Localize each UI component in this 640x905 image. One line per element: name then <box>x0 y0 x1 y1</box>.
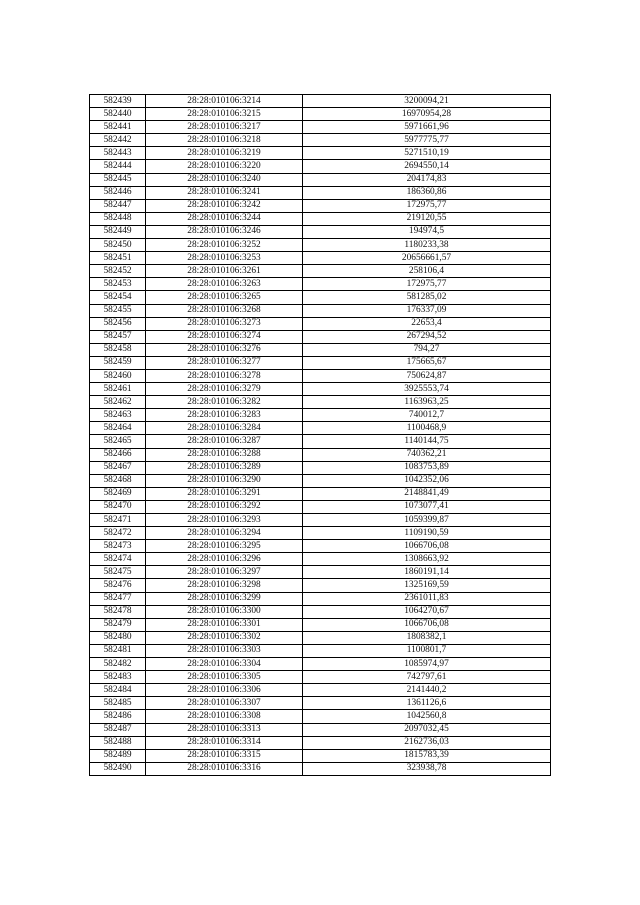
cadastral-value-cell: 1042560,8 <box>303 710 551 723</box>
table-row <box>90 108 551 121</box>
table-row <box>90 239 551 252</box>
row-number-cell: 582446 <box>90 186 146 199</box>
cadastral-value-cell: 258106,4 <box>303 265 551 278</box>
table-row <box>90 291 551 304</box>
row-number-cell: 582473 <box>90 540 146 553</box>
row-number-cell: 582488 <box>90 736 146 749</box>
row-number-cell: 582472 <box>90 527 146 540</box>
table-row <box>90 553 551 566</box>
table-row <box>90 252 551 265</box>
row-number-cell: 582444 <box>90 160 146 173</box>
row-number-cell: 582480 <box>90 631 146 644</box>
cadastral-number-cell: 28:28:010106:3316 <box>146 762 303 775</box>
cadastral-value-cell: 1085974,97 <box>303 658 551 671</box>
cadastral-number-cell: 28:28:010106:3307 <box>146 697 303 710</box>
table-row <box>90 369 551 382</box>
row-number-cell: 582476 <box>90 579 146 592</box>
cadastral-value-cell: 3925553,74 <box>303 383 551 396</box>
cadastral-number-cell: 28:28:010106:3268 <box>146 304 303 317</box>
cadastral-number-cell: 28:28:010106:3305 <box>146 671 303 684</box>
cadastral-number-cell: 28:28:010106:3302 <box>146 631 303 644</box>
cadastral-value-cell: 1180233,38 <box>303 239 551 252</box>
cadastral-value-cell: 1042352,06 <box>303 474 551 487</box>
row-number-cell: 582477 <box>90 592 146 605</box>
cadastral-number-cell: 28:28:010106:3244 <box>146 212 303 225</box>
row-number-cell: 582462 <box>90 396 146 409</box>
row-number-cell: 582487 <box>90 723 146 736</box>
cadastral-value-cell: 581285,02 <box>303 291 551 304</box>
cadastral-number-cell: 28:28:010106:3314 <box>146 736 303 749</box>
table-row <box>90 383 551 396</box>
cadastral-number-cell: 28:28:010106:3277 <box>146 356 303 369</box>
cadastral-number-cell: 28:28:010106:3284 <box>146 422 303 435</box>
row-number-cell: 582483 <box>90 671 146 684</box>
row-number-cell: 582451 <box>90 252 146 265</box>
cadastral-number-cell: 28:28:010106:3313 <box>146 723 303 736</box>
row-number-cell: 582469 <box>90 487 146 500</box>
cadastral-value-cell: 172975,77 <box>303 199 551 212</box>
row-number-cell: 582449 <box>90 225 146 238</box>
cadastral-number-cell: 28:28:010106:3219 <box>146 147 303 160</box>
cadastral-number-cell: 28:28:010106:3299 <box>146 592 303 605</box>
cadastral-number-cell: 28:28:010106:3295 <box>146 540 303 553</box>
row-number-cell: 582482 <box>90 658 146 671</box>
cadastral-number-cell: 28:28:010106:3287 <box>146 435 303 448</box>
cadastral-number-cell: 28:28:010106:3273 <box>146 317 303 330</box>
cadastral-number-cell: 28:28:010106:3296 <box>146 553 303 566</box>
table-row <box>90 186 551 199</box>
cadastral-number-cell: 28:28:010106:3278 <box>146 369 303 382</box>
table-row <box>90 461 551 474</box>
table-row <box>90 95 551 108</box>
cadastral-number-cell: 28:28:010106:3253 <box>146 252 303 265</box>
row-number-cell: 582475 <box>90 566 146 579</box>
table-row <box>90 343 551 356</box>
table-row <box>90 304 551 317</box>
row-number-cell: 582474 <box>90 553 146 566</box>
cadastral-number-cell: 28:28:010106:3274 <box>146 330 303 343</box>
row-number-cell: 582481 <box>90 644 146 657</box>
cadastral-number-cell: 28:28:010106:3288 <box>146 448 303 461</box>
cadastral-value-cell: 194974,5 <box>303 225 551 238</box>
table-row <box>90 173 551 186</box>
cadastral-number-cell: 28:28:010106:3306 <box>146 684 303 697</box>
row-number-cell: 582461 <box>90 383 146 396</box>
cadastral-value-cell: 2097032,45 <box>303 723 551 736</box>
row-number-cell: 582489 <box>90 749 146 762</box>
cadastral-number-cell: 28:28:010106:3283 <box>146 409 303 422</box>
row-number-cell: 582458 <box>90 343 146 356</box>
row-number-cell: 582452 <box>90 265 146 278</box>
row-number-cell: 582442 <box>90 134 146 147</box>
row-number-cell: 582447 <box>90 199 146 212</box>
cadastral-value-cell: 1361126,6 <box>303 697 551 710</box>
row-number-cell: 582448 <box>90 212 146 225</box>
cadastral-number-cell: 28:28:010106:3301 <box>146 618 303 631</box>
row-number-cell: 582468 <box>90 474 146 487</box>
table-row <box>90 736 551 749</box>
cadastral-value-cell: 2141440,2 <box>303 684 551 697</box>
cadastral-number-cell: 28:28:010106:3220 <box>146 160 303 173</box>
cadastral-value-cell: 176337,09 <box>303 304 551 317</box>
cadastral-number-cell: 28:28:010106:3282 <box>146 396 303 409</box>
cadastral-value-cell: 1815783,39 <box>303 749 551 762</box>
row-number-cell: 582439 <box>90 95 146 108</box>
row-number-cell: 582484 <box>90 684 146 697</box>
row-number-cell: 582466 <box>90 448 146 461</box>
cadastral-value-cell: 323938,78 <box>303 762 551 775</box>
table-row <box>90 121 551 134</box>
cadastral-number-cell: 28:28:010106:3261 <box>146 265 303 278</box>
table-row <box>90 317 551 330</box>
cadastral-value-cell: 22653,4 <box>303 317 551 330</box>
cadastral-number-cell: 28:28:010106:3252 <box>146 239 303 252</box>
cadastral-number-cell: 28:28:010106:3240 <box>146 173 303 186</box>
row-number-cell: 582470 <box>90 500 146 513</box>
cadastral-value-cell: 740362,21 <box>303 448 551 461</box>
cadastral-number-cell: 28:28:010106:3246 <box>146 225 303 238</box>
cadastral-value-cell: 1109190,59 <box>303 527 551 540</box>
table-row <box>90 514 551 527</box>
cadastral-value-cell: 2361011,83 <box>303 592 551 605</box>
cadastral-number-cell: 28:28:010106:3218 <box>146 134 303 147</box>
cadastral-value-cell: 1073077,41 <box>303 500 551 513</box>
row-number-cell: 582486 <box>90 710 146 723</box>
cadastral-value-cell: 5977775,77 <box>303 134 551 147</box>
row-number-cell: 582459 <box>90 356 146 369</box>
cadastral-value-cell: 1808382,1 <box>303 631 551 644</box>
row-number-cell: 582463 <box>90 409 146 422</box>
cadastral-value-cell: 750624,87 <box>303 369 551 382</box>
cadastral-number-cell: 28:28:010106:3290 <box>146 474 303 487</box>
table-row <box>90 448 551 461</box>
table-row <box>90 592 551 605</box>
cadastral-number-cell: 28:28:010106:3315 <box>146 749 303 762</box>
row-number-cell: 582478 <box>90 605 146 618</box>
cadastral-number-cell: 28:28:010106:3294 <box>146 527 303 540</box>
table-row <box>90 697 551 710</box>
table-row <box>90 644 551 657</box>
row-number-cell: 582454 <box>90 291 146 304</box>
table-row <box>90 396 551 409</box>
table-row <box>90 212 551 225</box>
cadastral-number-cell: 28:28:010106:3265 <box>146 291 303 304</box>
table-row <box>90 762 551 775</box>
cadastral-number-cell: 28:28:010106:3304 <box>146 658 303 671</box>
table-row <box>90 527 551 540</box>
cadastral-number-cell: 28:28:010106:3292 <box>146 500 303 513</box>
row-number-cell: 582441 <box>90 121 146 134</box>
cadastral-value-cell: 1325169,59 <box>303 579 551 592</box>
cadastral-value-cell: 2162736,03 <box>303 736 551 749</box>
cadastral-number-cell: 28:28:010106:3276 <box>146 343 303 356</box>
cadastral-value-cell: 2694550,14 <box>303 160 551 173</box>
row-number-cell: 582453 <box>90 278 146 291</box>
table-row <box>90 723 551 736</box>
table-row <box>90 435 551 448</box>
cadastral-value-cell: 204174,83 <box>303 173 551 186</box>
cadastral-value-cell: 219120,55 <box>303 212 551 225</box>
table-row <box>90 199 551 212</box>
cadastral-number-cell: 28:28:010106:3263 <box>146 278 303 291</box>
row-number-cell: 582485 <box>90 697 146 710</box>
row-number-cell: 582450 <box>90 239 146 252</box>
table-body <box>90 95 551 776</box>
table-row <box>90 540 551 553</box>
cadastral-value-cell: 267294,52 <box>303 330 551 343</box>
table-row <box>90 618 551 631</box>
table-row <box>90 147 551 160</box>
cadastral-value-cell: 2148841,49 <box>303 487 551 500</box>
table-row <box>90 330 551 343</box>
cadastral-value-cell: 5271510,19 <box>303 147 551 160</box>
cadastral-value-cell: 1100468,9 <box>303 422 551 435</box>
cadastral-value-cell: 794,27 <box>303 343 551 356</box>
cadastral-number-cell: 28:28:010106:3293 <box>146 514 303 527</box>
row-number-cell: 582456 <box>90 317 146 330</box>
cadastral-value-cell: 1860191,14 <box>303 566 551 579</box>
cadastral-number-cell: 28:28:010106:3308 <box>146 710 303 723</box>
table-row <box>90 474 551 487</box>
cadastral-number-cell: 28:28:010106:3279 <box>146 383 303 396</box>
cadastral-value-cell: 1059399,87 <box>303 514 551 527</box>
cadastral-value-cell: 740012,7 <box>303 409 551 422</box>
row-number-cell: 582460 <box>90 369 146 382</box>
row-number-cell: 582490 <box>90 762 146 775</box>
row-number-cell: 582465 <box>90 435 146 448</box>
table-row <box>90 710 551 723</box>
cadastral-value-cell: 20656661,57 <box>303 252 551 265</box>
table-row <box>90 409 551 422</box>
cadastral-number-cell: 28:28:010106:3242 <box>146 199 303 212</box>
cadastral-number-cell: 28:28:010106:3215 <box>146 108 303 121</box>
table-row <box>90 225 551 238</box>
cadastral-value-cell: 1066706,08 <box>303 540 551 553</box>
row-number-cell: 582455 <box>90 304 146 317</box>
cadastral-value-cell: 3200094,21 <box>303 95 551 108</box>
row-number-cell: 582464 <box>90 422 146 435</box>
cadastral-value-cell: 5971661,96 <box>303 121 551 134</box>
table-row <box>90 605 551 618</box>
table-row <box>90 749 551 762</box>
cadastral-number-cell: 28:28:010106:3303 <box>146 644 303 657</box>
cadastral-number-cell: 28:28:010106:3289 <box>146 461 303 474</box>
table-row <box>90 684 551 697</box>
cadastral-value-cell: 16970954,28 <box>303 108 551 121</box>
cadastral-number-cell: 28:28:010106:3297 <box>146 566 303 579</box>
cadastral-value-cell: 1308663,92 <box>303 553 551 566</box>
row-number-cell: 582471 <box>90 514 146 527</box>
table-row <box>90 487 551 500</box>
row-number-cell: 582479 <box>90 618 146 631</box>
cadastral-value-table <box>89 94 551 776</box>
table-row <box>90 566 551 579</box>
row-number-cell: 582440 <box>90 108 146 121</box>
cadastral-number-cell: 28:28:010106:3298 <box>146 579 303 592</box>
row-number-cell: 582467 <box>90 461 146 474</box>
table-row <box>90 500 551 513</box>
cadastral-value-cell: 1140144,75 <box>303 435 551 448</box>
cadastral-value-cell: 175665,67 <box>303 356 551 369</box>
table-row <box>90 422 551 435</box>
cadastral-value-cell: 1066706,08 <box>303 618 551 631</box>
table-row <box>90 265 551 278</box>
table-row <box>90 579 551 592</box>
table-row <box>90 356 551 369</box>
cadastral-value-cell: 1100801,7 <box>303 644 551 657</box>
cadastral-number-cell: 28:28:010106:3214 <box>146 95 303 108</box>
cadastral-number-cell: 28:28:010106:3300 <box>146 605 303 618</box>
table-row <box>90 631 551 644</box>
cadastral-value-cell: 172975,77 <box>303 278 551 291</box>
cadastral-value-cell: 1083753,89 <box>303 461 551 474</box>
cadastral-value-cell: 742797,61 <box>303 671 551 684</box>
cadastral-number-cell: 28:28:010106:3241 <box>146 186 303 199</box>
cadastral-value-cell: 1163963,25 <box>303 396 551 409</box>
table-row <box>90 160 551 173</box>
row-number-cell: 582445 <box>90 173 146 186</box>
table-row <box>90 658 551 671</box>
cadastral-value-cell: 186360,86 <box>303 186 551 199</box>
cadastral-number-cell: 28:28:010106:3217 <box>146 121 303 134</box>
table-row <box>90 278 551 291</box>
row-number-cell: 582443 <box>90 147 146 160</box>
cadastral-value-cell: 1064270,67 <box>303 605 551 618</box>
table-row <box>90 134 551 147</box>
cadastral-number-cell: 28:28:010106:3291 <box>146 487 303 500</box>
table-row <box>90 671 551 684</box>
row-number-cell: 582457 <box>90 330 146 343</box>
